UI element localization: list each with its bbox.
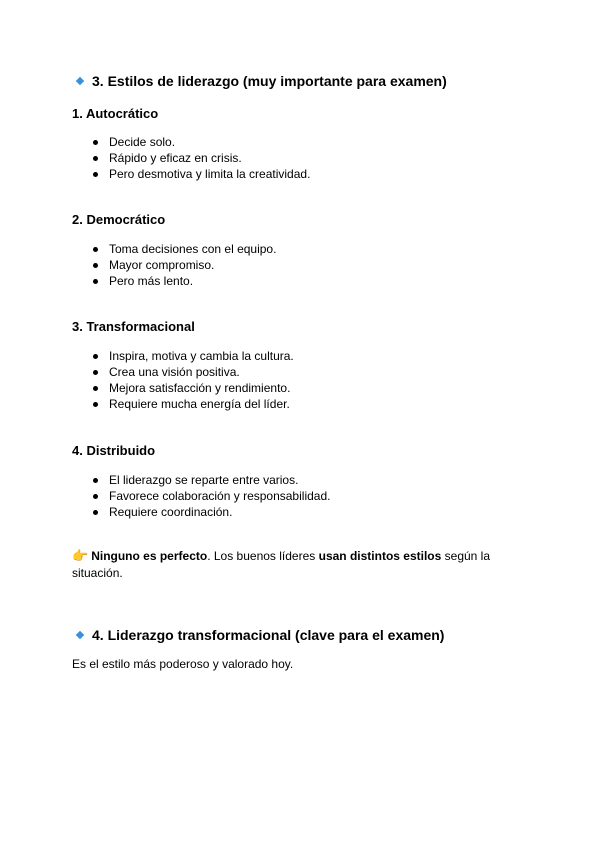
list-item: Decide solo.	[72, 134, 310, 150]
style-4-heading: 4. Distribuido	[72, 443, 156, 458]
style-2-heading: 2. Democrático	[72, 212, 166, 227]
section-4-intro: Es el estilo más poderoso y valorado hoy.	[72, 657, 294, 671]
note-bold-1: Ninguno es perfecto	[91, 549, 208, 563]
style-3-list	[72, 348, 294, 412]
style-3-heading: 3. Transformacional	[72, 319, 195, 334]
note-bold-2: usan distintos estilos	[318, 549, 442, 563]
style-4-list	[72, 472, 330, 520]
list-item: Crea una visión positiva.	[72, 364, 294, 380]
list-item: Toma decisiones con el equipo.	[72, 241, 276, 257]
note-text-2: según la situación.	[72, 549, 491, 580]
list-item: Favorece colaboración y responsabilidad.	[72, 488, 330, 504]
list-item: Mejora satisfacción y rendimiento.	[72, 380, 294, 396]
note-paragraph	[72, 547, 512, 582]
section-4-heading-text: 4. Liderazgo transformacional (clave para el examen)	[92, 627, 445, 643]
list-item: Requiere mucha energía del líder.	[72, 396, 294, 412]
blue-diamond-icon	[76, 631, 84, 639]
style-1-list	[72, 134, 310, 182]
list-item: Pero más lento.	[72, 273, 276, 289]
list-item: Requiere coordinación.	[72, 504, 330, 520]
list-item: Inspira, motiva y cambia la cultura.	[72, 348, 294, 364]
section-3-heading	[72, 72, 447, 90]
section-3-heading-text: 3. Estilos de liderazgo (muy importante para examen)	[92, 73, 447, 89]
list-item: Mayor compromiso.	[72, 257, 276, 273]
note-text-1: . Los buenos líderes	[207, 549, 319, 563]
list-item: Pero desmotiva y limita la creatividad.	[72, 166, 310, 182]
list-item: Rápido y eficaz en crisis.	[72, 150, 310, 166]
style-1-heading: 1. Autocrático	[72, 106, 159, 121]
list-item: El liderazgo se reparte entre varios.	[72, 472, 330, 488]
blue-diamond-icon	[76, 77, 84, 85]
style-2-list	[72, 241, 276, 289]
pointing-hand-icon: 👉	[72, 548, 89, 563]
section-4-heading	[72, 626, 444, 644]
